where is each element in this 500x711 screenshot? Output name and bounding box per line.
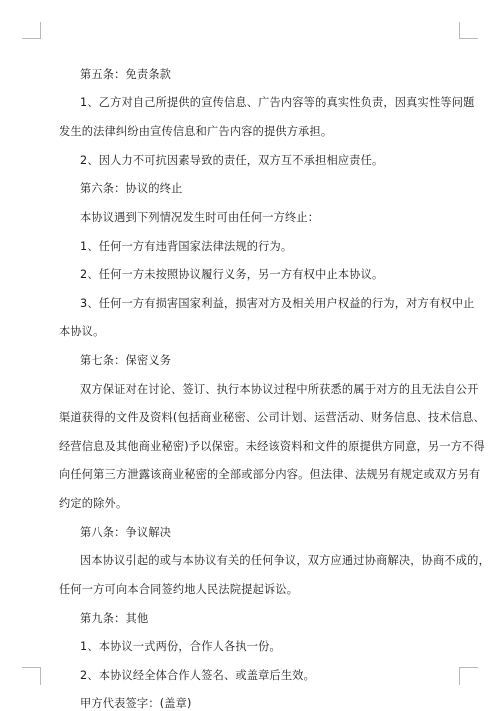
paragraph-line: 约定的除外。	[59, 497, 128, 510]
crop-mark-bottom-right	[459, 667, 460, 685]
paragraph-line: 双方保证对在讨论、签订、执行本协议过程中所获悉的属于对方的且无法自公开	[80, 383, 479, 396]
section-heading-7: 第七条：保密义务	[80, 354, 172, 367]
paragraph-line: 本协议。	[59, 325, 105, 338]
section-heading-8: 第八条：争议解决	[80, 526, 172, 539]
paragraph-line: 2、因人力不可抗因素导致的责任，双方互不承担相应责任。	[80, 154, 384, 167]
paragraph-line: 渠道获得的文件及资料(包括商业秘密、公司计划、运营活动、财务信息、技术信息、	[59, 411, 485, 424]
paragraph-line: 2、本协议经全体合作人签名、或盖章后生效。	[80, 669, 316, 682]
crop-mark-top-left	[22, 38, 40, 39]
crop-mark-bottom-right	[460, 667, 478, 668]
paragraph-line: 任何一方可向本合同签约地人民法院提起诉讼。	[59, 583, 299, 596]
paragraph-line: 1、任何一方有违背国家法律法规的行为。	[80, 240, 293, 253]
paragraph-line: 向任何第三方泄露该商业秘密的全部或部分内容。但法律、法规另有规定或双方另有	[59, 468, 481, 481]
paragraph-line: 1、本协议一式两份，合作人各执一份。	[80, 640, 281, 653]
crop-mark-bottom-left	[40, 667, 41, 685]
paragraph-line: 3、任何一方有损害国家利益，损害对方及相关用户权益的行为，对方有权中止	[80, 297, 475, 310]
section-heading-6: 第六条：协议的终止	[80, 182, 183, 195]
paragraph-line: 1、乙方对自己所提供的宣传信息、广告内容等的真实性负责，因真实性等问题	[80, 96, 475, 109]
paragraph-line: 2、任何一方未按照协议履行义务，另一方有权中止本协议。	[80, 268, 384, 281]
paragraph-line: 发生的法律纠纷由宣传信息和广告内容的提供方承担。	[59, 125, 333, 138]
paragraph-line: 经营信息及其他商业秘密)予以保密。未经该资料和文件的原提供方同意，另一方不得	[59, 440, 485, 453]
paragraph-line: 因本协议引起的或与本协议有关的任何争议，双方应通过协商解决，协商不成的，	[80, 554, 490, 567]
paragraph-line: 本协议遇到下列情况发生时可由任何一方终止：	[80, 211, 320, 224]
signature-line: 甲方代表签字：(盖章)	[80, 697, 192, 710]
crop-mark-top-right	[460, 38, 478, 39]
section-heading-9: 第九条：其他	[80, 612, 149, 625]
crop-mark-top-left	[40, 22, 41, 39]
crop-mark-top-right	[459, 22, 460, 39]
section-heading-5: 第五条：免责条款	[80, 68, 172, 81]
crop-mark-bottom-left	[22, 667, 40, 668]
